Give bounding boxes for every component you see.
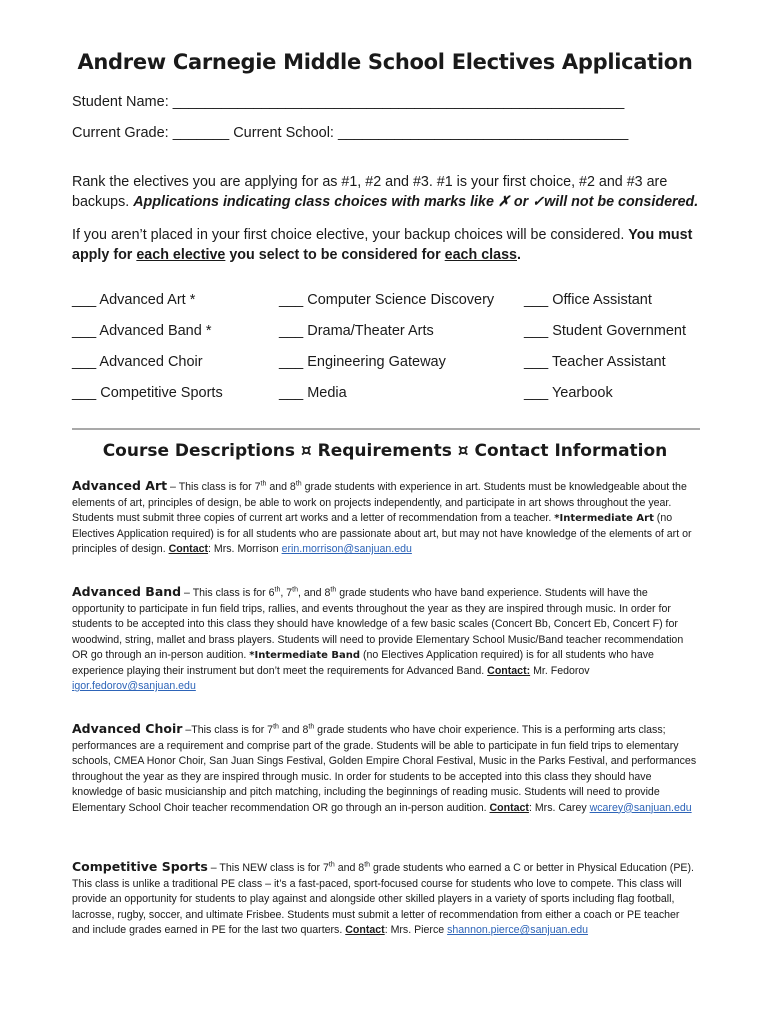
contact-email-link[interactable]: wcarey@sanjuan.edu xyxy=(589,801,692,814)
rank-warning-pre: Applications indicating class choices with marks like xyxy=(133,194,498,210)
electives-row xyxy=(72,354,712,385)
backup-bold-3: . xyxy=(517,247,521,263)
rank-text: Rank the electives you are applying for as #1, #2 and #3. #1 is your first choice, #2 and #3 are backups. xyxy=(72,174,668,210)
course-text: , 7 xyxy=(280,587,293,599)
rank-warning-post: will not be considered. xyxy=(544,194,699,210)
elective-office-assistant: ___ Office Assistant xyxy=(524,292,652,308)
course-text: – This NEW class is for 7 xyxy=(207,862,329,874)
course-advanced-choir xyxy=(72,721,700,816)
course-text: grade students who have choir experience. This is a performing arts class; performances are a requirement and comprise part of the grade. Students will be able to participate in fun field trips to elementary schools, CMEA Honor Choir, San Juan Sings Festival, Golden Empire Choral Festival, Music in the Parks Festival, and performances throughout the year as they are inspired through music. In order for students to be accepted into this class they should have knowledge of basic musicianship and pitch matching, including the beginnings of reading music. Students will need to provide Elementary School Choir teacher recommendation OR go through an in-person audition. xyxy=(72,724,697,814)
elective-advanced-choir: ___ Advanced Choir xyxy=(72,354,203,370)
course-text: and 8 xyxy=(266,481,296,493)
course-advanced-art xyxy=(72,478,700,558)
elective-drama-theater-arts: ___ Drama/Theater Arts xyxy=(279,323,434,339)
contact-name: : Mrs. Morrison xyxy=(208,543,282,555)
contact-email-link[interactable]: shannon.pierce@sanjuan.edu xyxy=(447,924,589,936)
backup-instructions xyxy=(72,225,702,265)
current-grade-school-field: Current Grade: _______ Current School: ____________________________________ xyxy=(72,125,629,141)
course-text: –This class is for 7 xyxy=(182,724,274,736)
course-text: , and 8 xyxy=(298,587,331,599)
ordinal-suffix: th xyxy=(292,586,298,594)
ordinal-suffix: th xyxy=(273,723,279,731)
course-text: (no Electives Application required) is for all students who have experience playing their instrument but don’t meet the requirements for Advanced Band. xyxy=(72,649,654,677)
contact-name: : Mrs. Carey xyxy=(528,801,590,814)
electives-row xyxy=(72,385,712,416)
elective-advanced-band: ___ Advanced Band * xyxy=(72,323,212,339)
backup-bold-1: You must apply for xyxy=(72,227,693,263)
course-name: Advanced Art xyxy=(72,478,168,493)
course-text: grade students who earned a C or better in Physical Education (PE). This class is unlike a traditional PE class – it’s a fast-paced, sport-focused course for students who love to compete. This class will provide an opportunity for students to play against and alongside other skilled players in a variety of sports including flag football, lacrosse, rugby, soccer, and ultimate Frisbee. Students must submit a letter of recommendation from either a coach or PE teacher and include grades earned in PE for the last two quarters. xyxy=(72,862,694,936)
backup-text: If you aren’t placed in your first choice elective, your backup choices will be considered. xyxy=(72,227,629,243)
course-text: – This class is for 6 xyxy=(181,587,275,599)
electives-list xyxy=(72,292,712,416)
elective-student-government: ___ Student Government xyxy=(524,323,687,339)
contact-label: Contact xyxy=(345,924,385,936)
elective-computer-science-discovery: ___ Computer Science Discovery xyxy=(279,292,495,308)
x-mark-icon: ✗ xyxy=(497,194,510,210)
contact-label: Contact xyxy=(489,801,529,814)
course-name: Advanced Choir xyxy=(72,721,183,736)
ordinal-suffix: th xyxy=(295,480,302,488)
contact-name: Mr. Fedorov xyxy=(530,664,590,677)
course-text: grade students with experience in art. Students must be knowledgeable about the elements of art, principles of design, be able to work on projects independently, and participate in art shows throughout the year. Students must submit three copies of current art works and a letter of recommendation from a teacher. xyxy=(72,481,687,524)
ordinal-suffix: th xyxy=(364,861,371,869)
course-descriptions-heading: Course Descriptions ¤ Requirements ¤ Contact Information xyxy=(102,441,668,461)
course-text: – This class is for 7 xyxy=(167,481,261,493)
course-name: Advanced Band xyxy=(72,584,182,599)
elective-yearbook: ___ Yearbook xyxy=(524,385,613,401)
course-text: and 8 xyxy=(334,862,365,874)
course-text: grade students who have band experience. Students will have the opportunity to participate in fun field trips, rallies, and events throughout the year as they are inspired through music. In order for students to be accepted into this class they should have knowledge of a few basic scales (Concert Bb, Concert Eb, Concert F) for woodwind, string, mallet and brass players. Students will need to provide Elementary School Music/Band teacher recommendation OR go through an in-person audition. xyxy=(72,587,684,661)
section-divider xyxy=(72,428,700,430)
page-title: Andrew Carnegie Middle School Electives Application xyxy=(77,50,693,74)
course-name: Competitive Sports xyxy=(72,859,208,874)
ordinal-suffix: th xyxy=(308,723,315,731)
check-mark-icon: ✓ xyxy=(532,194,545,210)
contact-email-link[interactable]: igor.fedorov@sanjuan.edu xyxy=(72,680,196,692)
ordinal-suffix: th xyxy=(260,480,267,488)
rank-instructions xyxy=(72,172,702,212)
contact-label: Contact: xyxy=(487,664,531,677)
backup-underline-1: each elective xyxy=(136,247,226,263)
contact-label: Contact xyxy=(168,543,209,555)
elective-teacher-assistant: ___ Teacher Assistant xyxy=(524,354,666,370)
course-competitive-sports xyxy=(72,859,700,939)
ordinal-suffix: th xyxy=(328,861,335,869)
elective-media: ___ Media xyxy=(279,385,347,401)
course-advanced-band xyxy=(72,584,700,695)
electives-row xyxy=(72,292,712,323)
course-text: and 8 xyxy=(278,724,309,736)
elective-competitive-sports: ___ Competitive Sports xyxy=(72,385,223,401)
contact-email-link[interactable]: erin.morrison@sanjuan.edu xyxy=(281,543,412,555)
ordinal-suffix: th xyxy=(274,586,281,594)
intermediate-art-label: *Intermediate Art xyxy=(554,513,654,524)
elective-engineering-gateway: ___ Engineering Gateway xyxy=(279,354,446,370)
backup-underline-2: each class xyxy=(444,247,517,263)
backup-bold-2: you select to be considered for xyxy=(225,247,445,263)
contact-name: : Mrs. Pierce xyxy=(384,924,448,936)
intermediate-band-label: *Intermediate Band xyxy=(249,650,361,661)
student-name-field: Student Name: ________________________________________________________ xyxy=(72,94,625,110)
course-text: (no Electives Application required) is for all students who are passionate about art, but may not have knowledge of the elements of art or principles of design. xyxy=(72,512,692,555)
elective-advanced-art: ___ Advanced Art * xyxy=(72,292,196,308)
ordinal-suffix: th xyxy=(330,586,337,594)
rank-warning-or: or xyxy=(509,194,533,210)
electives-row xyxy=(72,323,712,354)
